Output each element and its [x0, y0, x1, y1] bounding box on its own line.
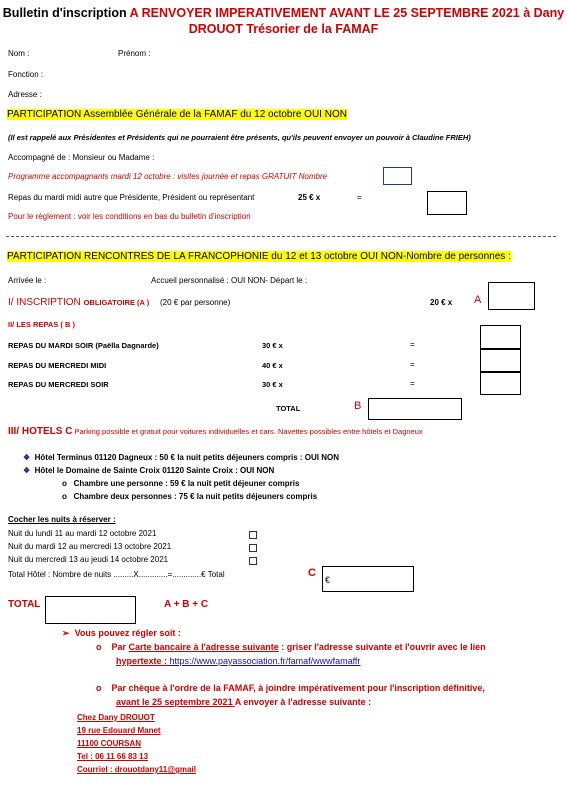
- nuit-item: Nuit du mercredi 13 au jeudi 14 octobre 2021: [8, 555, 169, 564]
- accompagne-label: Accompagné de : Monsieur ou Madame :: [8, 153, 155, 162]
- arrow-bullet-icon: ➢: [62, 628, 70, 638]
- hotel-sainte-croix-label: Hôtel le Domaine de Sainte Croix 01120 Sainte Croix : OUI NON: [34, 466, 275, 475]
- inscription-title: I/ INSCRIPTION: [8, 297, 84, 308]
- total-formula: A + B + C: [164, 599, 209, 610]
- nuits-heading: Cocher les nuits à réserver :: [8, 515, 116, 524]
- header-intro: Bulletin d'inscription: [2, 6, 130, 20]
- cheque-rest: A envoyer à l'adresse suivante :: [234, 697, 372, 707]
- inscription-letter: A: [474, 294, 482, 306]
- nom-label: Nom :: [8, 49, 30, 58]
- checkbox-icon[interactable]: [249, 531, 257, 539]
- grand-total-box[interactable]: [45, 596, 136, 624]
- room-item: [62, 479, 299, 488]
- card-line2: hypertexte :: [116, 656, 170, 666]
- address-line: Tel : 06 11 66 83 13: [77, 752, 149, 761]
- payment-card-line2: [116, 656, 360, 666]
- repas-row-box[interactable]: [480, 372, 521, 395]
- arrivee-label: Arrivée le :: [8, 276, 47, 285]
- repas-row-eq: =: [410, 360, 415, 369]
- circle-bullet-icon: o: [62, 492, 67, 501]
- repas-total-label: TOTAL: [276, 404, 301, 413]
- header-deadline: A RENVOYER IMPERATIVEMENT AVANT LE 25 SEPTEMBRE 2021 à Dany: [129, 6, 565, 20]
- repas-total-letter: B: [354, 400, 362, 412]
- repas-total-box[interactable]: [368, 398, 462, 420]
- cheque-line1: Par chèque à l'ordre de la FAMAF, à joindre impérativement pour l'inscription définitive,: [111, 683, 485, 693]
- repas-mardi-midi-label: Repas du mardi midi autre que Présidente, Président ou représentant: [8, 193, 255, 202]
- nuit-item: Nuit du lundi 11 au mardi 12 octobre 2021: [8, 529, 157, 538]
- programme-label: Programme accompagnants mardi 12 octobre : visites journée et repas GRATUIT Nombre: [8, 172, 328, 181]
- diamond-bullet-icon: ❖: [23, 466, 31, 475]
- header-line1: [0, 6, 567, 20]
- hotel-total-box[interactable]: [322, 566, 414, 592]
- cheque-deadline: avant le 25 septembre 2021: [116, 697, 235, 707]
- address-line: Courriel : drouotdany11@gmail: [77, 765, 196, 774]
- reglement-note: Pour le règlement : voir les conditions en bas du bulletin d'inscription: [8, 212, 251, 221]
- hotel-terminus-label: Hôtel Terminus 01120 Dagneux : 50 € la nuit petits déjeuners compris : OUI NON: [34, 453, 340, 462]
- room-single-label: Chambre une personne : 59 € la nuit petit déjeuner compris: [73, 479, 300, 488]
- repas-heading: II/ LES REPAS ( B ): [8, 320, 75, 329]
- payment-link[interactable]: https://www.payassociation.fr/famaf/wwwfamaffr: [169, 656, 361, 666]
- checkbox-icon[interactable]: [249, 557, 257, 565]
- address-line: Chez Dany DROUOT: [77, 713, 155, 722]
- repas-row-price: 40 € x: [262, 361, 283, 370]
- inscription-note: (20 € par personne): [160, 298, 231, 307]
- nuits-letter: C: [308, 567, 316, 579]
- payment-intro-text: Vous pouvez régler soit :: [74, 628, 181, 638]
- nuit-item: Nuit du mardi 12 au mercredi 13 octobre 2021: [8, 542, 172, 551]
- hotels-heading: [8, 426, 423, 437]
- circle-bullet-icon: o: [96, 642, 102, 652]
- section-divider: [6, 236, 556, 237]
- repas-row-price: 30 € x: [262, 341, 283, 350]
- card-rest: : griser l'adresse suivante et l'ouvrir avec le lien: [278, 642, 486, 652]
- payment-intro: [62, 628, 181, 639]
- payment-cheque-line2: [116, 697, 371, 707]
- ag-note: (Il est rappelé aux Présidentes et Présidents qui ne pourraient être présents, qu'ils peuvent envoyer un pouvoir à Claudine FRIEH): [8, 133, 471, 142]
- repas-row-eq: =: [410, 379, 415, 388]
- grand-total-label: TOTAL: [8, 599, 41, 610]
- repas-row-price: 30 € x: [262, 380, 283, 389]
- hotel-item: [23, 466, 274, 475]
- circle-bullet-icon: o: [62, 479, 67, 488]
- repas-mardi-midi-eq: =: [357, 193, 362, 202]
- repas-row-label: REPAS DU MERCREDI MIDI: [8, 361, 107, 370]
- adresse-label: Adresse :: [8, 90, 42, 99]
- programme-count-box[interactable]: [383, 167, 412, 185]
- francophonie-heading: PARTICIPATION RENCONTRES DE LA FRANCOPHONIE du 12 et 13 octobre OUI NON-Nombre de personnes :: [7, 251, 511, 262]
- repas-row-box[interactable]: [480, 349, 521, 372]
- euro-sign: €: [325, 575, 331, 585]
- repas-mardi-midi-price: 25 € x: [298, 193, 321, 202]
- ag-heading: PARTICIPATION Assemblée Générale de la FAMAF du 12 octobre OUI NON: [7, 109, 347, 120]
- room-double-label: Chambre deux personnes : 75 € la nuit petits déjeuners compris: [73, 492, 318, 501]
- fonction-label: Fonction :: [8, 70, 44, 79]
- header-line2: DROUOT Trésorier de la FAMAF: [188, 22, 379, 36]
- repas-mardi-midi-box[interactable]: [427, 191, 467, 215]
- hotels-note: Parking possible et gratuit pour voitures individuelles et cars. Navettes possibles entre hôtels et Dagneux: [72, 427, 423, 436]
- repas-row-label: REPAS DU MARDI SOIR (Paëlla Dagnarde): [8, 341, 159, 350]
- repas-row-label: REPAS DU MERCREDI SOIR: [8, 380, 109, 389]
- payment-card: [96, 642, 486, 652]
- inscription-price: 20 € x: [430, 298, 453, 307]
- repas-row-eq: =: [410, 340, 415, 349]
- diamond-bullet-icon: ❖: [23, 453, 31, 462]
- card-method: Carte bancaire à l'adresse suivante: [128, 642, 279, 652]
- circle-bullet-icon: o: [96, 683, 102, 693]
- inscription-obligatoire: OBLIGATOIRE (A ): [83, 298, 150, 307]
- card-prefix: Par: [111, 642, 129, 652]
- inscription-box[interactable]: [488, 282, 535, 310]
- hotels-title: III/ HOTELS C: [8, 426, 73, 437]
- checkbox-icon[interactable]: [249, 544, 257, 552]
- nuits-total-line: Total Hôtel : Nombre de nuits .........X.............=.............€ Total: [8, 570, 225, 579]
- prenom-label: Prénom :: [118, 49, 151, 58]
- repas-row-box[interactable]: [480, 325, 521, 349]
- room-item: [62, 492, 317, 501]
- payment-cheque: [96, 683, 485, 693]
- inscription-label: [8, 297, 149, 308]
- accueil-label: Accueil personnalisé : OUI NON- Départ le :: [151, 276, 308, 285]
- address-line: 19 rue Edouard Manet: [77, 726, 161, 735]
- hotel-item: [23, 453, 339, 462]
- address-line: 11100 COURSAN: [77, 739, 142, 748]
